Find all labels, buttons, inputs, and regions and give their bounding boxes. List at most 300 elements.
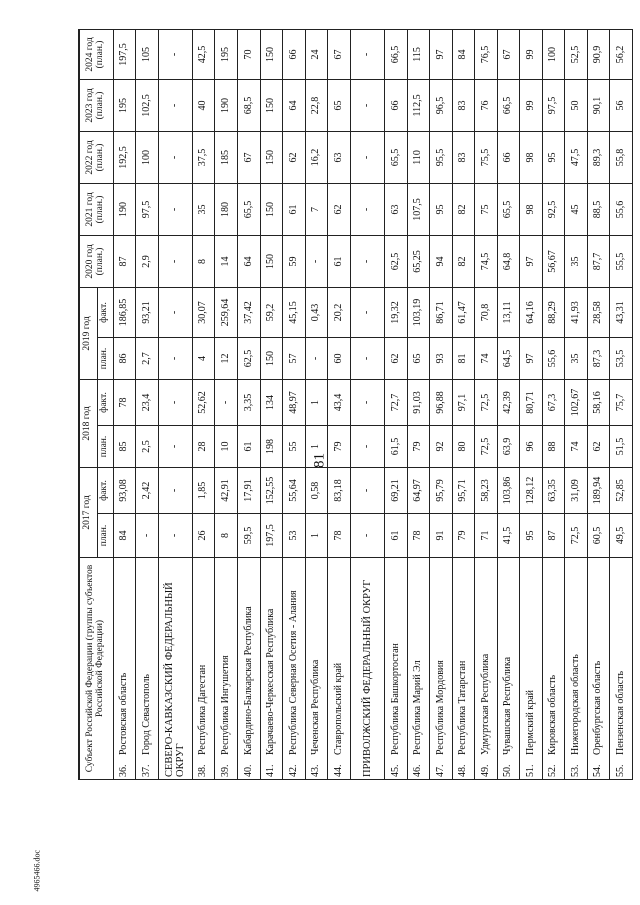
region-cell — [158, 558, 192, 780]
value-cell: 45 — [565, 183, 588, 235]
value-cell: - — [350, 79, 384, 131]
value-cell: 66 — [283, 29, 306, 79]
value-cell: 63,9 — [497, 425, 520, 467]
value-cell: 74,5 — [475, 235, 498, 287]
value-cell: 55,8 — [610, 131, 633, 183]
value-cell: 96 — [520, 425, 543, 467]
value-cell: 103,19 — [407, 287, 430, 337]
value-cell: 94 — [430, 235, 453, 287]
value-cell: 84 — [113, 514, 136, 558]
value-cell: 150 — [260, 235, 283, 287]
value-cell: 150 — [260, 131, 283, 183]
value-cell: 110 — [407, 131, 430, 183]
region-cell — [113, 558, 136, 780]
value-cell: 1 — [305, 379, 328, 425]
region-name: Оренбургская область — [592, 660, 604, 755]
table-row — [452, 29, 475, 779]
value-cell: 52,62 — [192, 379, 215, 425]
region-name: Город Севастополь — [140, 674, 152, 755]
value-cell: - — [158, 337, 192, 379]
value-cell: 53,5 — [610, 337, 633, 379]
region-cell — [328, 558, 351, 780]
value-cell: 74 — [475, 337, 498, 379]
value-cell: 10 — [215, 425, 238, 467]
value-cell: 70,8 — [475, 287, 498, 337]
value-cell: 60 — [328, 337, 351, 379]
table-row — [328, 29, 351, 779]
value-cell: 150 — [260, 337, 283, 379]
value-cell: 93 — [430, 337, 453, 379]
table-row — [610, 29, 633, 779]
value-cell: 96,88 — [430, 379, 453, 425]
value-cell: 65,5 — [497, 183, 520, 235]
value-cell: 62,5 — [238, 337, 261, 379]
header-2022-plan: 2022 год (план.) — [79, 131, 113, 183]
header-2018-plan: план. — [97, 425, 113, 467]
region-name: Чеченская Республика — [310, 659, 322, 755]
value-cell: 112,5 — [407, 79, 430, 131]
region-cell — [610, 558, 633, 780]
value-cell: 17,91 — [238, 467, 261, 513]
value-cell: 105 — [136, 29, 159, 79]
value-cell: 102,5 — [136, 79, 159, 131]
value-cell: 86 — [113, 337, 136, 379]
row-index: 36. — [118, 764, 130, 777]
row-index: 38. — [197, 764, 209, 777]
header-year-2019: 2019 год — [79, 287, 97, 379]
value-cell: 93,08 — [113, 467, 136, 513]
value-cell: 56,2 — [610, 29, 633, 79]
value-cell: 64,16 — [520, 287, 543, 337]
value-cell: 28,58 — [587, 287, 610, 337]
value-cell: 195 — [215, 29, 238, 79]
value-cell: 59,2 — [260, 287, 283, 337]
value-cell: 76,5 — [475, 29, 498, 79]
value-cell: 97 — [430, 29, 453, 79]
value-cell: 66 — [497, 131, 520, 183]
value-cell: 95 — [430, 183, 453, 235]
value-cell: 79 — [407, 425, 430, 467]
value-cell: 58,23 — [475, 467, 498, 513]
region-cell — [136, 558, 159, 780]
value-cell: 8 — [192, 235, 215, 287]
value-cell: 91,03 — [407, 379, 430, 425]
value-cell: 65,5 — [385, 131, 408, 183]
value-cell: 42,39 — [497, 379, 520, 425]
value-cell: 72,5 — [565, 514, 588, 558]
value-cell: 55 — [283, 425, 306, 467]
value-cell: 20,2 — [328, 287, 351, 337]
row-index: 37. — [140, 764, 152, 777]
value-cell: 60,5 — [587, 514, 610, 558]
value-cell: - — [158, 467, 192, 513]
row-index: 51. — [524, 764, 536, 777]
value-cell: 72,5 — [475, 425, 498, 467]
region-name: Чувашская Республика — [502, 656, 514, 755]
value-cell: 56 — [610, 79, 633, 131]
row-index: 54. — [592, 764, 604, 777]
value-cell: 78 — [113, 379, 136, 425]
value-cell: 78 — [407, 514, 430, 558]
value-cell: 99 — [520, 29, 543, 79]
value-cell: 37,42 — [238, 287, 261, 337]
row-index: 42. — [287, 764, 299, 777]
value-cell: - — [158, 235, 192, 287]
table-row — [238, 29, 261, 779]
value-cell: 45,15 — [283, 287, 306, 337]
value-cell: 87,7 — [587, 235, 610, 287]
row-index: 46. — [412, 764, 424, 777]
region-name: Карачаево-Черкесская Республика — [265, 608, 277, 755]
value-cell: 87 — [113, 235, 136, 287]
value-cell: 1 — [305, 425, 328, 467]
value-cell: 79 — [328, 425, 351, 467]
value-cell: 107,5 — [407, 183, 430, 235]
row-index: 55. — [614, 764, 626, 777]
value-cell: 189,94 — [587, 467, 610, 513]
table-row — [283, 29, 306, 779]
value-cell: 2,7 — [136, 337, 159, 379]
value-cell: 63 — [328, 131, 351, 183]
value-cell: - — [350, 379, 384, 425]
header-2019-fact: факт. — [97, 287, 113, 337]
value-cell: 95,71 — [452, 467, 475, 513]
header-2019-plan: план. — [97, 337, 113, 379]
region-name: Республика Дагестан — [197, 664, 209, 755]
value-cell: - — [158, 183, 192, 235]
value-cell: 41,5 — [497, 514, 520, 558]
value-cell: 68,5 — [238, 79, 261, 131]
table-row — [520, 29, 543, 779]
row-index: 41. — [265, 764, 277, 777]
value-cell: 42,91 — [215, 467, 238, 513]
value-cell: 64,5 — [497, 337, 520, 379]
value-cell: 62 — [328, 183, 351, 235]
value-cell: 88 — [542, 425, 565, 467]
value-cell: 82 — [452, 183, 475, 235]
region-cell — [238, 558, 261, 780]
value-cell: 90,1 — [587, 79, 610, 131]
value-cell: 75,7 — [610, 379, 633, 425]
value-cell: - — [158, 79, 192, 131]
value-cell: 115 — [407, 29, 430, 79]
value-cell: 53 — [283, 514, 306, 558]
region-cell — [260, 558, 283, 780]
value-cell: 95 — [542, 131, 565, 183]
value-cell: 87 — [542, 514, 565, 558]
value-cell: 152,55 — [260, 467, 283, 513]
value-cell: 100 — [542, 29, 565, 79]
region-name: Республика Башкортостан — [389, 643, 401, 755]
data-table — [78, 29, 633, 780]
value-cell: 0,43 — [305, 287, 328, 337]
table-row — [565, 29, 588, 779]
value-cell: 65 — [328, 79, 351, 131]
region-cell — [565, 558, 588, 780]
value-cell: 65 — [407, 337, 430, 379]
region-cell — [350, 558, 384, 780]
value-cell: 65,25 — [407, 235, 430, 287]
value-cell: 62 — [587, 425, 610, 467]
value-cell: - — [350, 514, 384, 558]
value-cell: 198 — [260, 425, 283, 467]
value-cell: 81 — [452, 337, 475, 379]
value-cell: 61 — [238, 425, 261, 467]
value-cell: 80,71 — [520, 379, 543, 425]
row-index: 39. — [220, 764, 231, 777]
header-2020-plan: 2020 год (план.) — [79, 235, 113, 287]
value-cell: 58,16 — [587, 379, 610, 425]
value-cell: 35 — [565, 337, 588, 379]
region-name: Удмуртская Республика — [479, 653, 491, 755]
value-cell: 56,67 — [542, 235, 565, 287]
table-row — [407, 29, 430, 779]
row-index: 40. — [242, 764, 254, 777]
value-cell: 75,5 — [475, 131, 498, 183]
value-cell: 95,5 — [430, 131, 453, 183]
value-cell: 63,35 — [542, 467, 565, 513]
value-cell: 190 — [215, 79, 238, 131]
value-cell: 86,71 — [430, 287, 453, 337]
value-cell: - — [158, 379, 192, 425]
value-cell: 103,86 — [497, 467, 520, 513]
value-cell: 51,5 — [610, 425, 633, 467]
value-cell: 55,6 — [610, 183, 633, 235]
value-cell: 19,32 — [385, 287, 408, 337]
value-cell: 190 — [113, 183, 136, 235]
value-cell: 85 — [113, 425, 136, 467]
region-name: Кабардино-Балкарская Республика — [242, 606, 254, 755]
value-cell: 64,8 — [497, 235, 520, 287]
value-cell: 150 — [260, 79, 283, 131]
table-row — [430, 29, 453, 779]
value-cell: - — [158, 29, 192, 79]
value-cell: 80 — [452, 425, 475, 467]
value-cell: 13,11 — [497, 287, 520, 337]
value-cell: - — [158, 514, 192, 558]
region-cell — [430, 558, 453, 780]
value-cell: 2,42 — [136, 467, 159, 513]
table-row — [542, 29, 565, 779]
region-name: ПРИВОЛЖСКИЙ ФЕДЕРАЛЬНЫЙ ОКРУГ — [361, 579, 373, 777]
value-cell: 42,5 — [192, 29, 215, 79]
value-cell: 30,07 — [192, 287, 215, 337]
value-cell: 2,5 — [136, 425, 159, 467]
value-cell: 59 — [283, 235, 306, 287]
header-2023-plan: 2023 год (план.) — [79, 79, 113, 131]
value-cell: 128,12 — [520, 467, 543, 513]
value-cell: 62,5 — [385, 235, 408, 287]
region-cell — [475, 558, 498, 780]
region-cell — [587, 558, 610, 780]
table-row — [192, 29, 215, 779]
row-index: 47. — [434, 764, 446, 777]
value-cell: 50 — [565, 79, 588, 131]
region-name: Пензенская область — [614, 670, 626, 755]
value-cell: 93,21 — [136, 287, 159, 337]
value-cell: 22,8 — [305, 79, 328, 131]
value-cell: - — [350, 287, 384, 337]
value-cell: 31,09 — [565, 467, 588, 513]
header-year-2017: 2017 год — [79, 467, 97, 557]
value-cell: 24 — [305, 29, 328, 79]
row-index: 43. — [310, 764, 322, 777]
page-number: 81 — [311, 453, 328, 468]
value-cell: 63 — [385, 183, 408, 235]
row-index: 45. — [389, 764, 401, 777]
table-row — [385, 29, 408, 779]
value-cell: 76 — [475, 79, 498, 131]
region-cell — [283, 558, 306, 780]
value-cell: 180 — [215, 183, 238, 235]
region-name: Нижегородская область — [569, 654, 581, 755]
value-cell: 72,5 — [475, 379, 498, 425]
value-cell: - — [305, 235, 328, 287]
table-row — [260, 29, 283, 779]
value-cell: - — [350, 29, 384, 79]
value-cell: 83 — [452, 131, 475, 183]
value-cell: 26 — [192, 514, 215, 558]
value-cell: 69,21 — [385, 467, 408, 513]
value-cell: 95,79 — [430, 467, 453, 513]
region-name: Республика Ингушетия — [220, 655, 231, 755]
value-cell: - — [350, 131, 384, 183]
value-cell: 1,85 — [192, 467, 215, 513]
region-name: Пермский край — [524, 690, 536, 755]
value-cell: 35 — [565, 235, 588, 287]
value-cell: 64 — [238, 235, 261, 287]
value-cell: 92 — [430, 425, 453, 467]
value-cell: 97,5 — [542, 79, 565, 131]
value-cell: 197,5 — [113, 29, 136, 79]
header-subject: Субъект Российской Федерации (группы субъектов Российской Федерации) — [79, 558, 113, 780]
value-cell: 83 — [452, 79, 475, 131]
value-cell: 62 — [283, 131, 306, 183]
value-cell: 47,5 — [565, 131, 588, 183]
table-row — [305, 29, 328, 779]
value-cell: 102,67 — [565, 379, 588, 425]
value-cell: 4 — [192, 337, 215, 379]
value-cell: 65,5 — [238, 183, 261, 235]
value-cell: 79 — [452, 514, 475, 558]
value-cell: 83,18 — [328, 467, 351, 513]
value-cell: 134 — [260, 379, 283, 425]
value-cell: - — [350, 467, 384, 513]
header-2017-fact: факт. — [97, 467, 113, 513]
value-cell: 66,5 — [385, 29, 408, 79]
region-cell — [215, 558, 238, 780]
value-cell: 91 — [430, 514, 453, 558]
value-cell: 97 — [520, 235, 543, 287]
value-cell: 43,4 — [328, 379, 351, 425]
value-cell: 23,4 — [136, 379, 159, 425]
value-cell: - — [350, 183, 384, 235]
value-cell: 41,93 — [565, 287, 588, 337]
header-2017-plan: план. — [97, 514, 113, 558]
value-cell: 98 — [520, 131, 543, 183]
row-index: 50. — [502, 764, 514, 777]
value-cell: 98 — [520, 183, 543, 235]
value-cell: 100 — [136, 131, 159, 183]
value-cell: 43,31 — [610, 287, 633, 337]
value-cell: 61,47 — [452, 287, 475, 337]
region-name: Кировская область — [547, 674, 559, 755]
region-cell — [452, 558, 475, 780]
value-cell: - — [350, 425, 384, 467]
value-cell: 40 — [192, 79, 215, 131]
row-index: 52. — [547, 764, 559, 777]
value-cell: 150 — [260, 183, 283, 235]
value-cell: 186,85 — [113, 287, 136, 337]
value-cell: 97,1 — [452, 379, 475, 425]
value-cell: 48,97 — [283, 379, 306, 425]
table-row — [497, 29, 520, 779]
value-cell: - — [136, 514, 159, 558]
value-cell: 95 — [520, 514, 543, 558]
row-index: 48. — [457, 764, 469, 777]
value-cell: 87,3 — [587, 337, 610, 379]
value-cell: - — [350, 235, 384, 287]
value-cell: 57 — [283, 337, 306, 379]
value-cell: 64,97 — [407, 467, 430, 513]
value-cell: 1 — [305, 514, 328, 558]
region-cell — [192, 558, 215, 780]
value-cell: 14 — [215, 235, 238, 287]
header-2024-plan: 2024 год (план.) — [79, 29, 113, 79]
value-cell: 67 — [497, 29, 520, 79]
value-cell: 12 — [215, 337, 238, 379]
region-name: СЕВЕРО-КАВКАЗСКИЙ ФЕДЕРАЛЬНЫЙ ОКРУГ — [164, 582, 187, 777]
region-name: Республика Северная Осетия - Алания — [287, 590, 299, 755]
region-cell — [542, 558, 565, 780]
value-cell: 35 — [192, 183, 215, 235]
value-cell: 96,5 — [430, 79, 453, 131]
value-cell: 52,85 — [610, 467, 633, 513]
value-cell: 28 — [192, 425, 215, 467]
value-cell: - — [350, 337, 384, 379]
value-cell: 66,5 — [497, 79, 520, 131]
table-body — [113, 29, 633, 779]
value-cell: - — [158, 425, 192, 467]
value-cell: - — [158, 287, 192, 337]
value-cell: 8 — [215, 514, 238, 558]
header-2021-plan: 2021 год (план.) — [79, 183, 113, 235]
value-cell: 67 — [328, 29, 351, 79]
value-cell: 62 — [385, 337, 408, 379]
value-cell: 16,2 — [305, 131, 328, 183]
value-cell: 88,29 — [542, 287, 565, 337]
row-index: 49. — [479, 764, 491, 777]
value-cell: 75 — [475, 183, 498, 235]
value-cell: 92,5 — [542, 183, 565, 235]
document-code: 4965466.doc — [32, 849, 42, 892]
value-cell: 197,5 — [260, 514, 283, 558]
value-cell: 61 — [328, 235, 351, 287]
value-cell: 61,5 — [385, 425, 408, 467]
value-cell: 259,64 — [215, 287, 238, 337]
value-cell: - — [215, 379, 238, 425]
region-name: Республика Татарстан — [457, 660, 469, 755]
value-cell: 0,58 — [305, 467, 328, 513]
region-cell — [407, 558, 430, 780]
value-cell: 90,9 — [587, 29, 610, 79]
value-cell: 70 — [238, 29, 261, 79]
value-cell: 67,3 — [542, 379, 565, 425]
value-cell: 2,9 — [136, 235, 159, 287]
value-cell: 82 — [452, 235, 475, 287]
district-row — [158, 29, 192, 779]
value-cell: 66 — [385, 79, 408, 131]
